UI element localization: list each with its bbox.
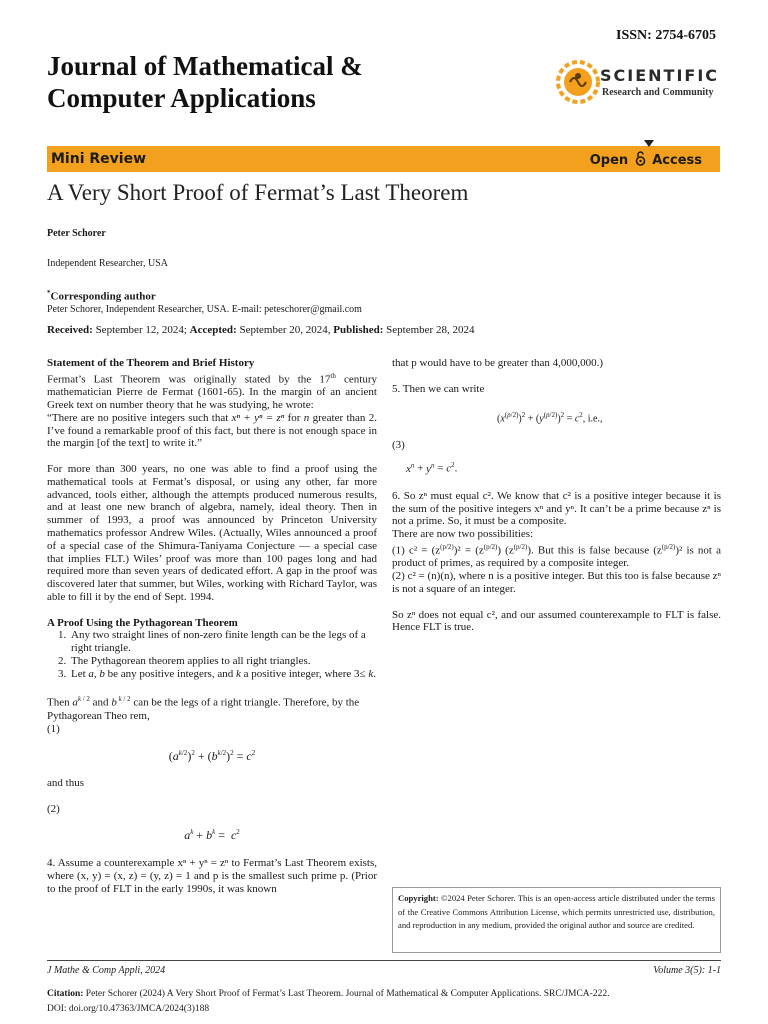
section-heading: A Proof Using the Pythagorean Theorem — [47, 616, 238, 629]
equation-3b: $x^n + y^n = c^2$. — [406, 461, 458, 475]
issn: ISSN: 2754-6705 — [616, 28, 716, 43]
equation-3: $(x^{(p/2)})^2 + (y^{(p/2)})^2 = c^2$, i.e., — [497, 411, 603, 425]
open-access-badge: Open Access — [589, 153, 702, 168]
journal-abbreviation: J Mathe & Comp Appli, 2024 — [47, 965, 166, 976]
section-heading: Statement of the Theorem and Brief History — [47, 357, 255, 369]
logo-subtitle: Research and Community — [602, 87, 714, 98]
right-column — [392, 357, 721, 634]
list-item: 2. The Pythagorean theorem applies to all right triangles. — [69, 655, 377, 668]
proof-steps — [47, 629, 377, 680]
logo-wordmark: SCIENTIFIC — [600, 66, 720, 85]
equation-label: (1) — [47, 722, 60, 735]
article-title: A Very Short Proof of Fermat’s Last Theorem — [47, 180, 469, 205]
paragraph-legs: Then $a^{k / 2}$ and b $^{k / 2}$ can be the legs of a right triangle. Therefore, by the Pythagorean Theo rem, — [47, 695, 360, 722]
journal-title: Journal of Mathematical & Computer Applications — [47, 51, 363, 113]
banner-marker — [644, 140, 654, 147]
paragraph-counterexample: 4. Assume a counterexample xⁿ + yⁿ = zⁿ to Fermat’s Last Theorem exists, where (x, y) = (x, z) = (y, z) = 1 and p is the smallest such prime p. (Prior to the proof of FLT in the early 1990s, it was known — [47, 857, 377, 895]
equation-1: $(a^{k/2})^2 + (b^{k/2})^2 = c^2$ — [168, 749, 256, 764]
possibility-1: (1) $c^2 = (z^{(p/2)})^2 = (z^{(p/2)})$ $(z^{(p/2)})$. But this is false because $(z^{(p/2)})^2$ is not a product of primes, as required by a composite integer. — [392, 542, 721, 570]
possibility-2: (2) c² = (n)(n), where n is a positive integer. But this too is false because zⁿ is not a square of an integer. — [392, 570, 721, 595]
citation: Citation: Peter Schorer (2024) A Very Short Proof of Fermat’s Last Theorem. Journal of Mathematical & Computer Applications. SRC/JMCA-222. — [47, 989, 610, 999]
paragraph-history: Fermat’s Last Theorem was originally stated by the 17th century mathematician Pierre de Fermat (1601-65). In the margin of an ancient Greek text on number theory that he was studying, he wrote: — [47, 371, 377, 412]
equation-label: (3) — [392, 438, 405, 451]
left-column — [47, 357, 377, 896]
list-item: 1. Any two straight lines of non-zero finite length can be the legs of a right triangle. — [69, 629, 377, 655]
equation-2: $a^k + b^k = c^2$ — [184, 827, 240, 842]
conclusion: So zⁿ does not equal c², and our assumed counterexample to FLT is false. Hence FLT is true. — [392, 608, 721, 634]
equation-label: (2) — [47, 802, 60, 815]
article-dates: Received: September 12, 2024; Accepted: September 20, 2024, Published: September 28, 2024 — [47, 324, 475, 336]
doi-link[interactable]: DOI: doi.org/10.47363/JMCA/2024(3)188 — [47, 1004, 210, 1014]
article-type: Mini Review — [51, 151, 146, 167]
brain-gear-logo-icon — [556, 58, 600, 106]
volume-info: Volume 3(5): 1-1 — [653, 965, 721, 976]
copyright-box: Copyright: ©2024 Peter Schorer. This is an open-access article distributed under the terms of the Creative Commons Attribution License, which permits unrestricted use, distribution, and reproduction in any medium, provided the original author and source are credited. — [392, 887, 721, 953]
footer-divider — [47, 960, 721, 961]
open-lock-icon — [635, 151, 646, 166]
author-name: Peter Schorer — [47, 228, 106, 239]
and-thus: and thus — [47, 777, 84, 790]
author-affiliation: Independent Researcher, USA — [47, 258, 168, 269]
corresponding-label: *Corresponding author — [47, 289, 156, 303]
article-type-banner — [47, 146, 720, 172]
publisher-logo — [556, 58, 726, 110]
fermat-quote: “There are no positive integers such that xⁿ + yⁿ = zⁿ for n greater than 2. I’ve found a remarkable proof of this fact, but there is not enough space in the margin [of the text] to write it.” — [47, 411, 377, 450]
possibilities: There are now two possibilities: — [392, 528, 534, 541]
corresponding-detail: Peter Schorer, Independent Researcher, USA. E-mail: peteschorer@gmail.com — [47, 304, 362, 315]
paragraph-continued: that p would have to be greater than 4,000,000.) — [392, 357, 604, 369]
paragraph-wiles: For more than 300 years, no one was able to find a proof using the mathematical tools at Fermat’s disposal, or using any other, far more advanced, tools either, although the attempts produced numerous results, and at least one new branch of algebra, namely, ideal theory. Then in summer of 1993, a proof was announced by Princeton University mathematics professor Andrew Wiles. (Actually, Wiles announced a proof of a special case of the Shimura-Taniyama Conjecture — a special case that implies FLT.) Wiles’ proof was more than 100 pages long and had required more than seven years of dedicated effort. A gap in the proof was discovered later that summer, but Wiles, working with Richard Taylor, was able to fill it by the end of Sept. 1994. — [47, 463, 377, 603]
step-5: 5. Then we can write — [392, 382, 485, 395]
step-6: 6. So zⁿ must equal c². We know that c² is a positive integer because it is the sum of the positive integers xⁿ and yⁿ. It can’t be a prime because zⁿ is not a prime. So, it must be a composite. — [392, 489, 721, 528]
list-item: 3. Let a, b be any positive integers, and k a positive integer, where 3≤ k. — [69, 668, 377, 681]
